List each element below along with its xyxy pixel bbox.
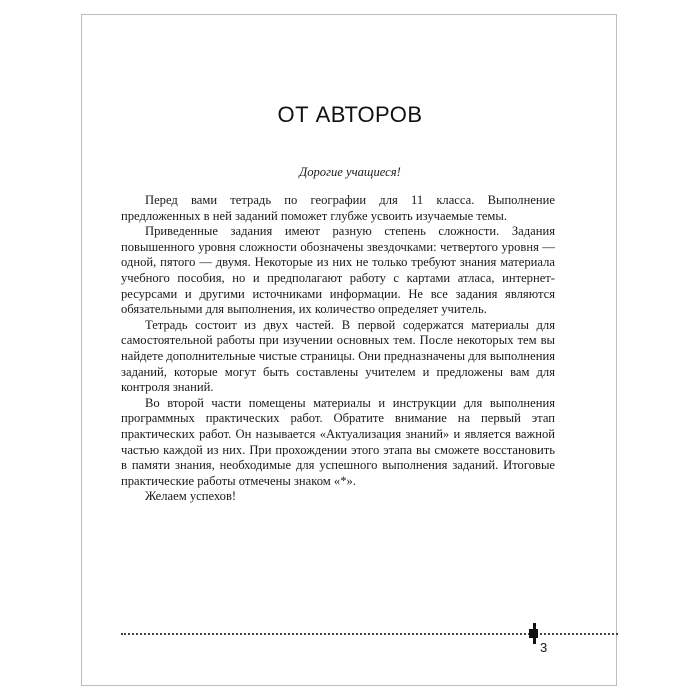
paragraph-3: Тетрадь состоит из двух частей. В первой содержатся материалы для самостоятельной работы при изучении основных тем. После некоторых тем вы найдете дополнительные чистые страницы. Они предназначены для выполнения заданий, которые могут быть составлены учителем и предложены вам для контроля знаний. bbox=[121, 317, 555, 395]
footer-marker-square bbox=[529, 629, 538, 638]
footer-dotted-rule bbox=[121, 633, 618, 635]
page-number: 3 bbox=[540, 640, 548, 655]
paragraph-2: Приведенные задания имеют разную степень сложности. Задания повышенного уровня сложности обозначены звездочками: четвертого уровня — одной, пятого — двумя. Некоторые из них не только требуют знания материала учебного пособия, но и предполагают работу с картами атласа, интернет-ресурсами и другими источниками информации. Не все задания являются обязательными для выполнения, их количество определяет учитель. bbox=[121, 224, 555, 317]
page-title: ОТ АВТОРОВ bbox=[277, 102, 423, 127]
paragraph-4: Во второй части помещены материалы и инструкции для выполнения программных практических работ. Обратите внимание на первый этап практических работ. Он называется «Актуализация знаний» и является важной частью каждой из них. При прохождении этого этапа вы сможете восстановить в памяти знания, необходимые для успешного выполнения заданий. Итоговые практические работы отмечены знаком «*». bbox=[121, 395, 555, 488]
body-text bbox=[121, 193, 555, 505]
paragraph-5: Желаем успехов! bbox=[145, 489, 237, 504]
paragraph-1: Перед вами тетрадь по географии для 11 класса. Выполнение предложенных в ней заданий поможет глубже усвоить изучаемые темы. bbox=[121, 193, 555, 223]
greeting: Дорогие учащиеся! bbox=[299, 165, 401, 179]
page bbox=[81, 14, 617, 686]
